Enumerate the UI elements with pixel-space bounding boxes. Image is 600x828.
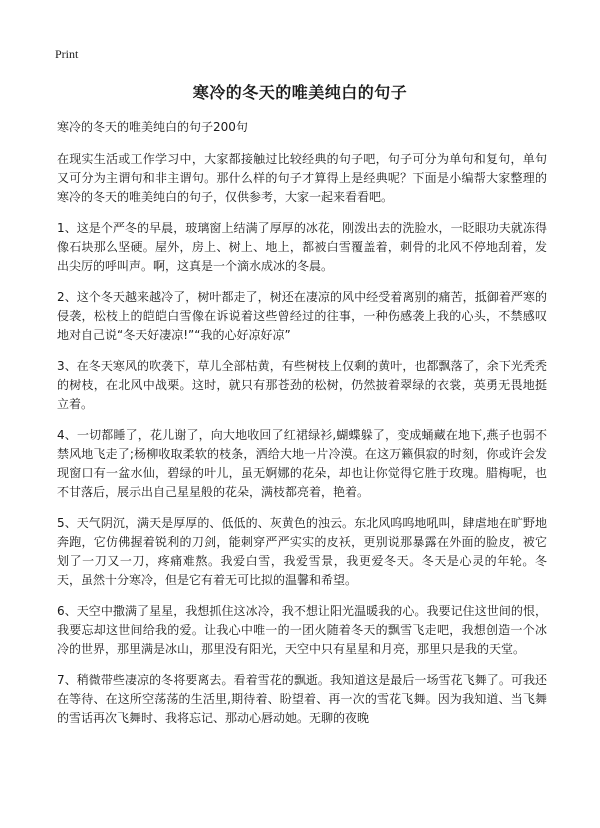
document-body [57, 118, 547, 740]
print-link[interactable]: Print [55, 47, 79, 61]
sentence-paragraph: 2、这个冬天越来越冷了，树叶都走了，树还在凄凉的风中经受着离别的痛苦，抵御着严寒的侵袭，松枝上的皑皑白雪像在诉说着这些曾经过的往事，一种伤感袭上我的心头，不禁感叹地对自己说“冬天好凄凉!”“我的心好凉好凉” [57, 290, 547, 342]
sentence-paragraph: 3、在冬天寒风的吹袭下，草儿全部枯黄，有些树枝上仅剩的黄叶，也都飘落了，余下光秃秃的树枝，在北风中战栗。这时，就只有那苍劲的松树，仍然披着翠绿的衣裳，英勇无畏地挺立着。 [57, 359, 547, 411]
intro-paragraph: 在现实生活或工作学习中，大家都接触过比较经典的句子吧，句子可分为单句和复句，单句又可分为主谓句和非主谓句。那什么样的句子才算得上是经典呢？下面是小编帮大家整理的寒冷的冬天的唯美纯白的句子，仅供参考，大家一起来看看吧。 [57, 152, 547, 204]
sentence-paragraph: 6、天空中撒满了星星，我想抓住这冰冷，我不想让阳光温暖我的心。我要记住这世间的恨，我要忘却这世间给我的爱。让我心中唯一的一团火随着冬天的飘雪飞走吧，我想创造一个冰冷的世界，那里满是冰山，那里没有阳光，天空中只有星星和月亮，那里只是我的天堂。 [57, 604, 547, 656]
sentence-paragraph: 5、天气阴沉，满天是厚厚的、低低的、灰黄色的浊云。东北风呜呜地吼叫，肆虐地在旷野地奔跑，它仿佛握着锐利的刀剑，能刺穿严严实实的皮袄，更别说那暴露在外面的脸皮，被它划了一刀又一刀，疼痛难熬。我爱白雪，我爱雪景，我更爱冬天。冬天是心灵的年轮。冬天，虽然十分寒冷，但是它有着无可比拟的温馨和希望。 [57, 516, 547, 587]
document-subtitle: 寒冷的冬天的唯美纯白的句子200句 [57, 120, 248, 134]
sentence-paragraph: 1、这是个严冬的早晨，玻璃窗上结满了厚厚的冰花，刚泼出去的洗脸水，一眨眼功夫就冻得像石块那么坚硬。屋外，房上、树上、地上，都被白雪覆盖着，刺骨的北风不停地刮着，发出尖厉的呼叫声。啊，这真是一个滴水成冰的冬晨。 [57, 221, 547, 273]
sentence-paragraph: 7、稍微带些凄凉的冬将要离去。看着雪花的飘逝。我知道这是最后一场雪花飞舞了。可我还在等待、在这所空荡荡的生活里,期待着、盼望着、再一次的雪花飞舞。因为我知道、当飞舞的雪话再次飞舞时、我将忘记、那动心唇动她。无聊的夜晚 [57, 673, 547, 725]
document-title: 寒冷的冬天的唯美纯白的句子 [192, 83, 408, 102]
sentence-paragraph: 4、一切都睡了，花儿谢了，向大地收回了红裙绿衫,蝴蝶躲了，变成蛹藏在地下,燕子也弱不禁风地飞走了;杨柳收取柔软的枝条，洒给大地一片冷漠。在这万籁俱寂的时刻，你或许会发现窗口有一盆水仙，碧绿的叶儿，虽无婀娜的花朵，却也让你觉得它胜于玫瑰。腊梅呢，也不甘落后，展示出自己星星般的花朵，满枝都亮着，艳着。 [57, 428, 547, 499]
